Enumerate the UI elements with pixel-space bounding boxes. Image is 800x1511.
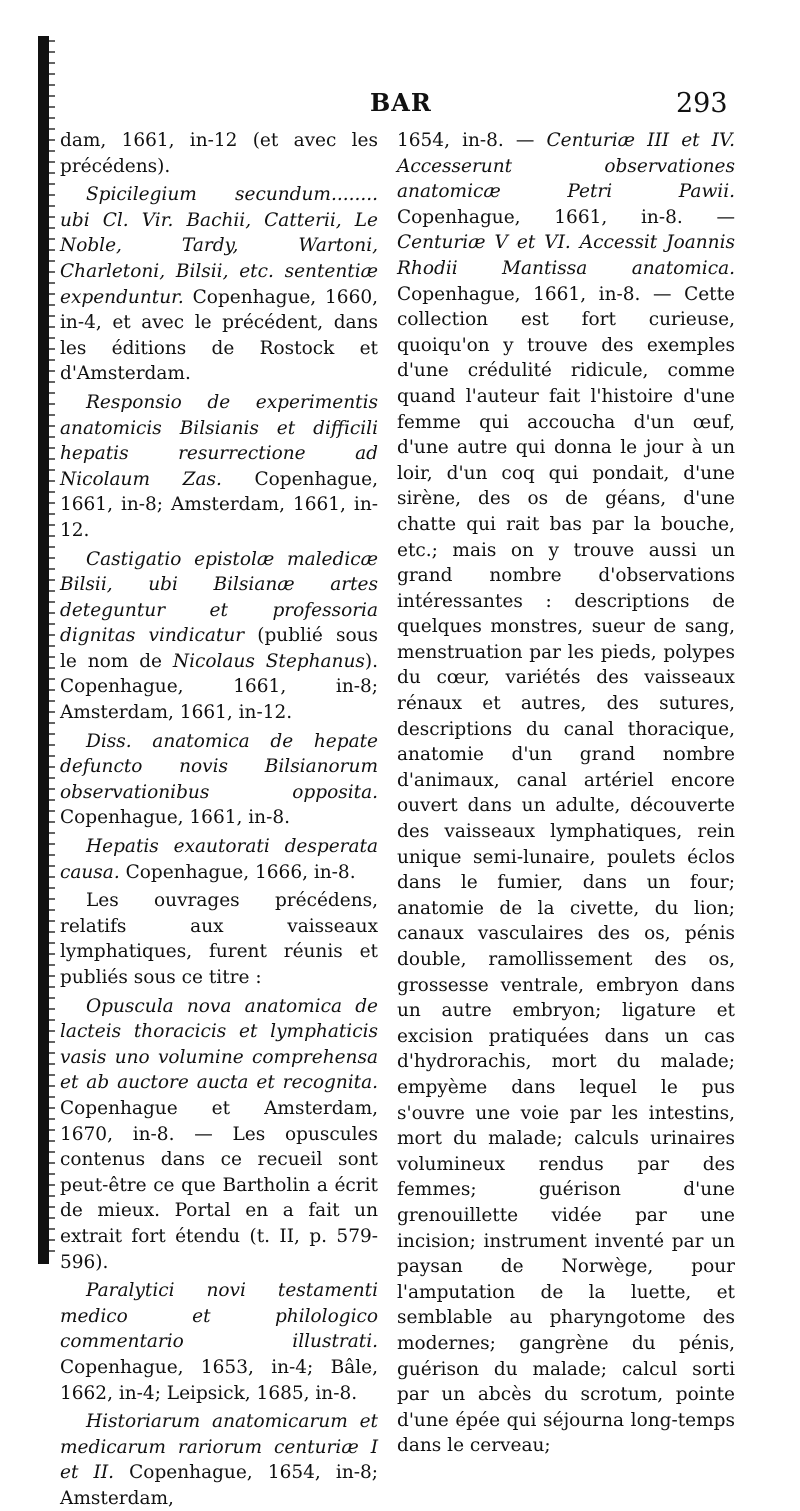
italic-title-text: Historiarum anatomicarum et medicarum rariorum centuriæ I et II. [60, 1411, 378, 1484]
body-text: ). Copenhague, 1661, in-8; Amsterdam, 1661, in-12. [60, 650, 378, 724]
paragraph [60, 182, 378, 387]
running-head [0, 84, 800, 120]
left-column [60, 128, 378, 1509]
body-text: Les ouvrages précédens, relatifs aux vaisseaux lymphatiques, furent réunis et publiés sous ce titre : [60, 890, 378, 988]
italic-title-text: Paralytici novi testamenti medico et philologico commentario illustrati. [60, 1280, 378, 1353]
italic-title-text: Centuriæ III et IV. Accesserunt observationes anatomicæ Petri Pawii. [397, 130, 735, 203]
paragraph [60, 128, 378, 179]
italic-title-text: Diss. anatomica de hepate defuncto novis Bilsianorum observationibus opposita. [60, 730, 378, 803]
body-text: Copenhague, 1653, in-4; Bâle, 1662, in-4; Leipsick, 1685, in-8. [60, 1356, 378, 1404]
paragraph [60, 1278, 378, 1406]
italic-title-text: Nicolaus Stephanus [172, 650, 365, 672]
body-text: dam, 1661, in-12 (et avec les précédens). [60, 130, 378, 177]
paragraph [60, 834, 378, 885]
right-column [397, 128, 735, 1457]
paragraph [60, 547, 378, 726]
paragraph [60, 1409, 378, 1511]
italic-title-text: Castigatio epistolæ maledicæ Bilsii, ubi Bilsianæ artes deteguntur et professoria dignitas vindicatur [60, 548, 378, 647]
italic-title-text: Spicilegium secundum........ ubi Cl. Vir. Bachii, Catterii, Le Noble, Tardy, Wartoni, Charletoni, Bilsii, etc. sententiæ expenduntur. [60, 184, 378, 308]
paragraph [60, 390, 378, 544]
body-text: Copenhague, 1661, in-8. — [397, 206, 735, 228]
paragraph [397, 128, 735, 1459]
body-text: Copenhague, 1654, in-8; Amsterdam, [60, 1462, 378, 1509]
body-text: (publié sous le nom de [60, 625, 378, 672]
body-text: 1654, in-8. — [397, 130, 547, 151]
page-number: 293 [676, 88, 728, 119]
body-text: Copenhague, 1661, in-8; Amsterdam, 1661, in-12. [60, 468, 378, 541]
paragraph [60, 994, 378, 1276]
binding-edge [38, 36, 49, 1264]
body-text: Copenhague et Amsterdam, 1670, in-8. — Les opuscules contenus dans ce recueil sont peut-être ce que Bartholin a écrit de mieux. Portal en a fait un extrait fort étendu (t. II, p. 579-596). [60, 1097, 378, 1273]
italic-title-text: Hepatis exautorati desperata causa. [60, 836, 378, 883]
body-text: Copenhague, 1666, in-8. [119, 861, 356, 883]
body-text: Copenhague, 1661, in-8. [60, 807, 290, 829]
paragraph [60, 729, 378, 831]
italic-title-text: Opuscula nova anatomica de lacteis thoracicis et lymphaticis vasis uno volumine comprehensa et ab auctore aucta et recognita. [60, 995, 378, 1094]
body-text: Copenhague, 1661, in-8. — Cette collection est fort curieuse, quoiqu'on y trouve des exemples d'une crédulité ridicule, comme quand l'auteur fait l'histoire d'une femme qui accoucha d'un œuf, d'une autre qui donna le jour à un loir, d'un coq qui pondait, d'une sirène, des os de géans, d'une chatte qui rait bas par la bouche, etc.; mais on y trouve aussi un grand nombre d'observations intéressantes : descriptions de quelques monstres, sueur de sang, menstruation par les pieds, polypes du cœur, variétés des vaisseaux rénaux et autres, des sutures, descriptions du canal thoracique, anatomie d'un grand nombre d'animaux, canal artériel encore ouvert dans un adulte, découverte des vaisseaux lymphatiques, rein unique semi-lunaire, poulets éclos dans le fumier, dans un four; anatomie de la civette, du lion; canaux vasculaires des os, pénis double, ramollissement des os, grossesse ventrale, embryon dans un autre embryon; ligature et excision pratiquées dans un cas d'hydrorachis, mort du malade; empyème dans lequel le pus s'ouvre une voie par les intestins, mort du malade; calculs urinaires volumineux rendus par des femmes; guérison d'une grenouillette vidée par une incision; instrument inventé par un paysan de Norwège, pour l'amputation de la luette, et semblable au pharyngotome des modernes; gangrène du pénis, guérison du malade; calcul sorti par un abcès du scrotum, pointe d'une épée qui séjourna long-temps dans le cerveau; [397, 283, 735, 1457]
italic-title-text: Centuriæ V et VI. Accessit Joannis Rhodii Mantissa anatomica. [397, 232, 735, 279]
body-text: Copenhague, 1660, in-4, et avec le précédent, dans les éditions de Rostock et d'Amsterdam. [60, 286, 378, 385]
binding-shadow [49, 40, 55, 1260]
paragraph [60, 888, 378, 990]
italic-title-text: Responsio de experimentis anatomicis Bilsianis et difficili hepatis resurrectione ad Nicolaum Zas. [60, 391, 378, 490]
running-title: BAR [370, 88, 432, 117]
